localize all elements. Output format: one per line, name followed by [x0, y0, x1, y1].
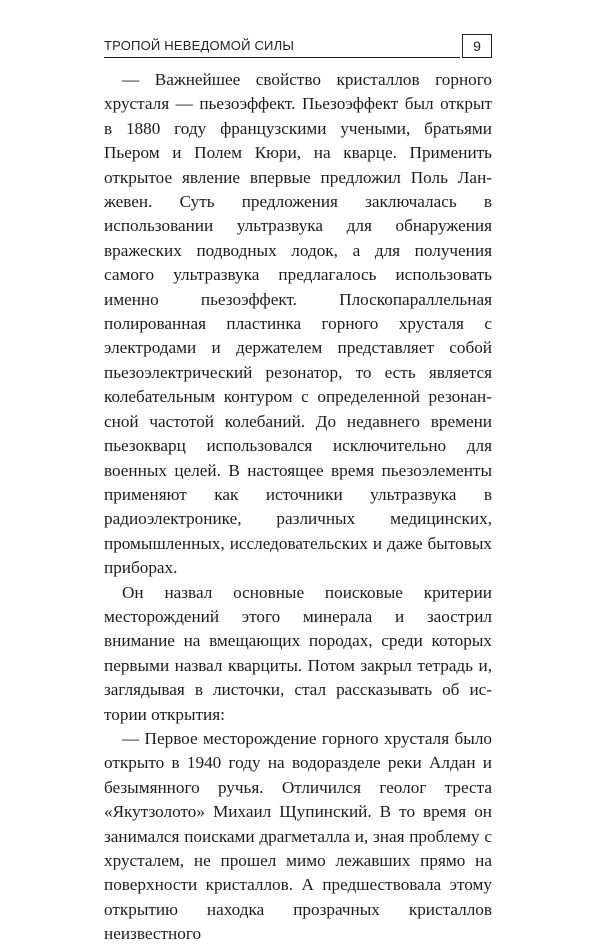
header-rule [104, 57, 460, 58]
paragraph: — Важнейшее свойство кристаллов горного хрусталя — пьезоэффект. Пьезоэффект был открыт в 1880 году французскими учеными, братьями Пьером и Полем Кюри, на кварце. Применить открытое явление впервые предложил Поль Ланжевен. Суть предложения заключалась в использовании ультразвука для обнаружения вражеских подводных лодок, а для получения самого ультразвука предлагалось использовать именно пьезоэффект. Плоскопараллельная полированная пластинка горного хрусталя с электродами и держателем представляет собой пьезоэлектрический резонатор, то есть является колебательным контуром с определенной резонансной частотой колебаний. До недавнего времени пьезокварц использовался исключительно для военных целей. В настоящее время пьезоэлементы применяют как источники ультразвука в радиоэлектронике, различных медицинских, промышленных, исследовательских и даже бытовых приборах. [104, 70, 492, 578]
body-text [104, 68, 492, 947]
running-header [104, 34, 492, 60]
paragraph: — Первое месторождение горного хрусталя было открыто в 1940 году на водоразделе реки Алдан и безымянного ручья. Отличился геолог треста «Якутзолото» Михаил Щупинский. В то время он занимался поисками драгметалла и, зная проблему с хрусталем, не прошел мимо лежавших прямо на поверхности кристаллов. А предшествовала этому открытию находка прозрачных кристаллов неизвестного [104, 728, 492, 944]
running-header-title: ТРОПОЙ НЕВЕДОМОЙ СИЛЫ [104, 38, 295, 53]
page-number: 9 [462, 34, 492, 58]
paragraph: Он назвал основные поисковые критерии месторождений этого минерала и заострил внимание на вмещающих породах, среди которых первыми назвал кварциты. Потом закрыл тетрадь и, заглядывая в листочки, стал рассказывать об истории открытия: [104, 582, 492, 724]
